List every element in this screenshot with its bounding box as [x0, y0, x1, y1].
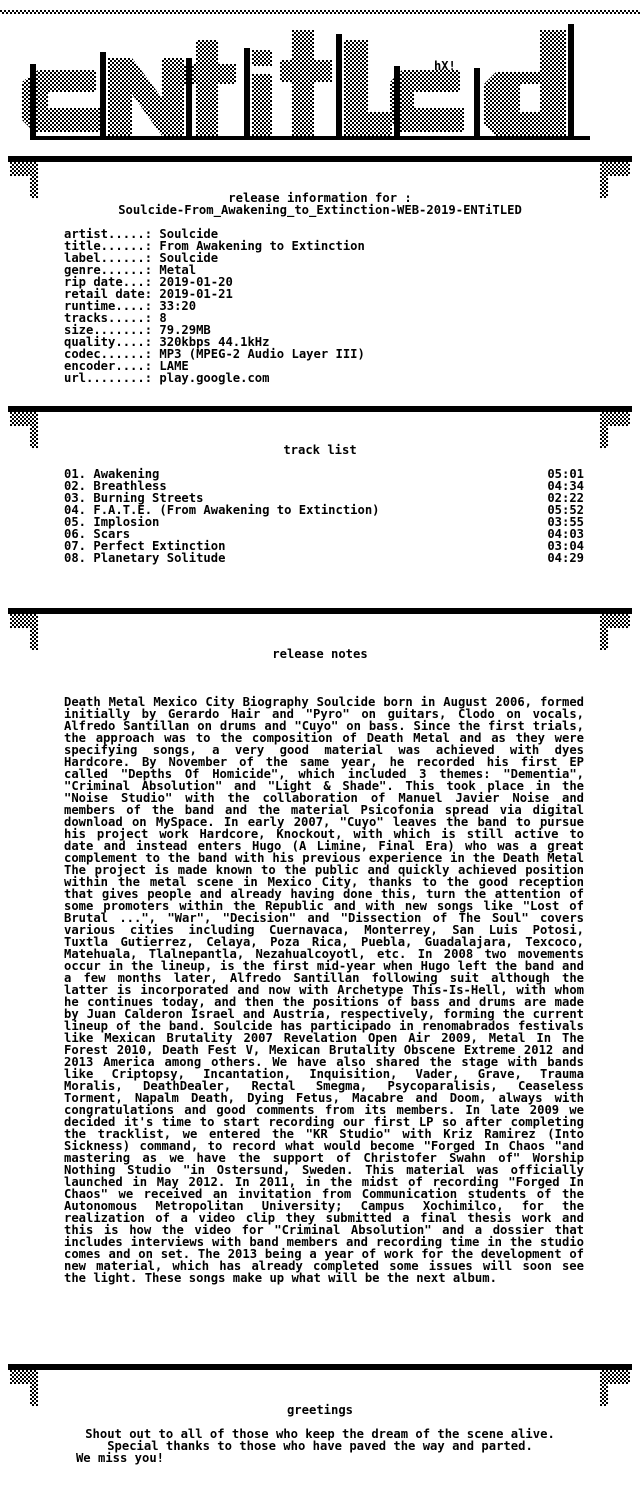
- release-info-value: Soulcide: [159, 251, 219, 265]
- release-info-row: [64, 372, 365, 384]
- release-info-value: 2019-01-21: [159, 287, 233, 301]
- track-duration: 05:52: [547, 503, 584, 517]
- release-info-key: title......:: [64, 239, 153, 253]
- release-notes-body: Death Metal Mexico City Biography Soulcide born in August 2006, formed initially by Gerardo Hair and "Pyro" on guitars, Clodo on vocals, Alfredo Santillan on drums and "Cuyo" on bass. Since the first trials, the approach was to the composition of Death Metal and as they were specifying songs, a very good material was achieved with dyes Hardcore. By November of the same year, he recorded his first EP called "Depths Of Homicide", which included 3 themes: "Dementia", "Criminal Absolution" and "Light & Shade". This took place in the "Noise Studio" with the collaboration of Manuel Javier Noise and members of the band and the material Psicofonia spread via digital download on MySpace. In early 2007, "Cuyo" leaves the band to pursue his project work Hardcore, Knockout, with which is still active to date and instead enters Hugo (A Limine, Final Era) who was a great complement to the band with his previous experience in the Death Metal The project is made known to the public and quickly achieved position within the metal scene in Mexico City, thanks to the good reception that gives people and already having done this, turn the attention of some promoters within the Republic and with new songs like "Lost of Brutal ...", "War", "Decision" and "Dissection of The Soul" covers various cities including Cuernavaca, Monterrey, San Luis Potosi, Tuxtla Gutierrez, Celaya, Poza Rica, Puebla, Guadalajara, Texcoco, Matehuala, Tlalnepantla, Nezahualcoyotl, etc. In 2008 two movements occur in the lineup, is the first mid-year when Hugo left the band and a few months later, Alfredo Santillan following suit although the latter is incorporated and now with Archetype This-Is-Hell, with whom he continues today, and then the positions of bass and drums are made by Juan Calderon Israel and Austria, respectively, forming the current lineup of the band. Soulcide has participado in renomabrados festivals like Mexican Brutality 2007 Revelation Open Air 2009, Metal In The Forest 2010, Death Fest V, Mexican Brutality Obscene Extreme 2012 and 2013 America among others. We have also shared the stage with bands like Criptopsy, Incantation, Inquisition, Vader, Grave, Trauma Moralis, DeathDealer, Rectal Smegma, Psycoparalisis, Ceaseless Torment, Napalm Death, Dying Fetus, Macabre and Doom, always with congratulations and good comments from its members. In late 2009 we decided it's time to start recording our first LP so after completing the tracklist, we entered the "KR Studio" with Kriz Ramirez (Into Sickness) command, to record what would become "Forged In Chaos "and mastering as we have the support of Christofer Swahn of" Worship Nothing Studio "in Ostersund, Sweden. This material was officially launched in May 2012. In 2011, in the midst of recording "Forged In Chaos" we received an invitation from Communication students of the Autonomous Metropolitan University; Campus Xochimilco, for the realization of a video clip they submitted a final thesis work and this is how the video for "Criminal Absolution" and a dossier that includes interviews with band members and recording time in the studio comes and on set. The 2013 being a year of work for the development of new material, which has already completed some issues will soon see the light. These songs make up what will be the next album.: [64, 695, 584, 1285]
- release-info-key: tracks.....:: [64, 311, 153, 325]
- release-info-value: 79.29MB: [159, 323, 211, 337]
- release-info-key: runtime....:: [64, 299, 153, 313]
- logo-tag: hX!: [434, 59, 456, 73]
- release-info-key: label......:: [64, 251, 153, 265]
- track-number: 02.: [64, 479, 87, 493]
- release-info-value: 8: [159, 311, 167, 325]
- track-number: 06.: [64, 527, 87, 541]
- track-duration: 02:22: [547, 491, 584, 505]
- track-row: [64, 552, 584, 564]
- track-title: Breathless: [93, 479, 167, 493]
- track-number: 01.: [64, 467, 87, 481]
- track-title: Scars: [93, 527, 131, 541]
- release-info-value: Soulcide: [159, 227, 219, 241]
- track-duration: 04:34: [547, 479, 584, 493]
- release-info-value: MP3 (MPEG-2 Audio Layer III): [159, 347, 365, 361]
- track-duration: 04:03: [547, 527, 584, 541]
- track-number: 04.: [64, 503, 87, 517]
- release-info-key: size.......:: [64, 323, 153, 337]
- track-title: Perfect Extinction: [93, 539, 226, 553]
- track-number: 05.: [64, 515, 87, 529]
- track-row: [64, 516, 584, 528]
- track-title: Awakening: [93, 467, 160, 481]
- track-number: 08.: [64, 551, 87, 565]
- track-title: Planetary Solitude: [93, 551, 226, 565]
- release-info-heading: release information for :: [228, 191, 412, 205]
- release-info-key: quality....:: [64, 335, 153, 349]
- greetings-heading: greetings: [286, 1403, 354, 1417]
- track-number: 03.: [64, 491, 87, 505]
- greetings-line: Special thanks to those who have paved the way and parted.: [107, 1439, 533, 1453]
- track-duration: 03:04: [547, 539, 584, 553]
- track-title: Burning Streets: [93, 491, 204, 505]
- section-divider: [0, 602, 640, 652]
- release-info-key: encoder....:: [64, 359, 153, 373]
- release-info-key: url........:: [64, 371, 153, 385]
- track-title: Implosion: [93, 515, 160, 529]
- release-info-value: 320kbps 44.1kHz: [159, 335, 270, 349]
- release-name: Soulcide-From_Awakening_to_Extinction-WEB-2019-ENTiTLED: [118, 203, 522, 217]
- release-info-key: artist.....:: [64, 227, 153, 241]
- track-duration: 05:01: [547, 467, 584, 481]
- release-info-value: play.google.com: [159, 371, 270, 385]
- release-info-key: rip date...:: [64, 275, 153, 289]
- release-info-value: LAME: [159, 359, 189, 373]
- track-list: [64, 468, 584, 564]
- greetings-line: Shout out to all of those who keep the dream of the scene alive.: [85, 1427, 555, 1441]
- release-info-value: Metal: [159, 263, 197, 277]
- release-info-value: From Awakening to Extinction: [159, 239, 365, 253]
- track-duration: 03:55: [547, 515, 584, 529]
- release-info-key: genre......:: [64, 263, 153, 277]
- release-notes-heading: release notes: [272, 647, 368, 661]
- track-title: F.A.T.E. (From Awakening to Extinction): [93, 503, 380, 517]
- track-duration: 04:29: [547, 551, 584, 565]
- logo-lettering: [0, 10, 640, 140]
- section-divider: [0, 1358, 640, 1408]
- entitled-logo: [0, 0, 640, 150]
- greetings-line: We miss you!: [75, 1451, 165, 1465]
- track-number: 07.: [64, 539, 87, 553]
- release-info-value: 33:20: [159, 299, 197, 313]
- release-info-list: [64, 228, 365, 384]
- release-info-key: retail date:: [64, 287, 153, 301]
- release-info-value: 2019-01-20: [159, 275, 233, 289]
- tracklist-heading: track list: [283, 443, 357, 457]
- release-info-key: codec......:: [64, 347, 153, 361]
